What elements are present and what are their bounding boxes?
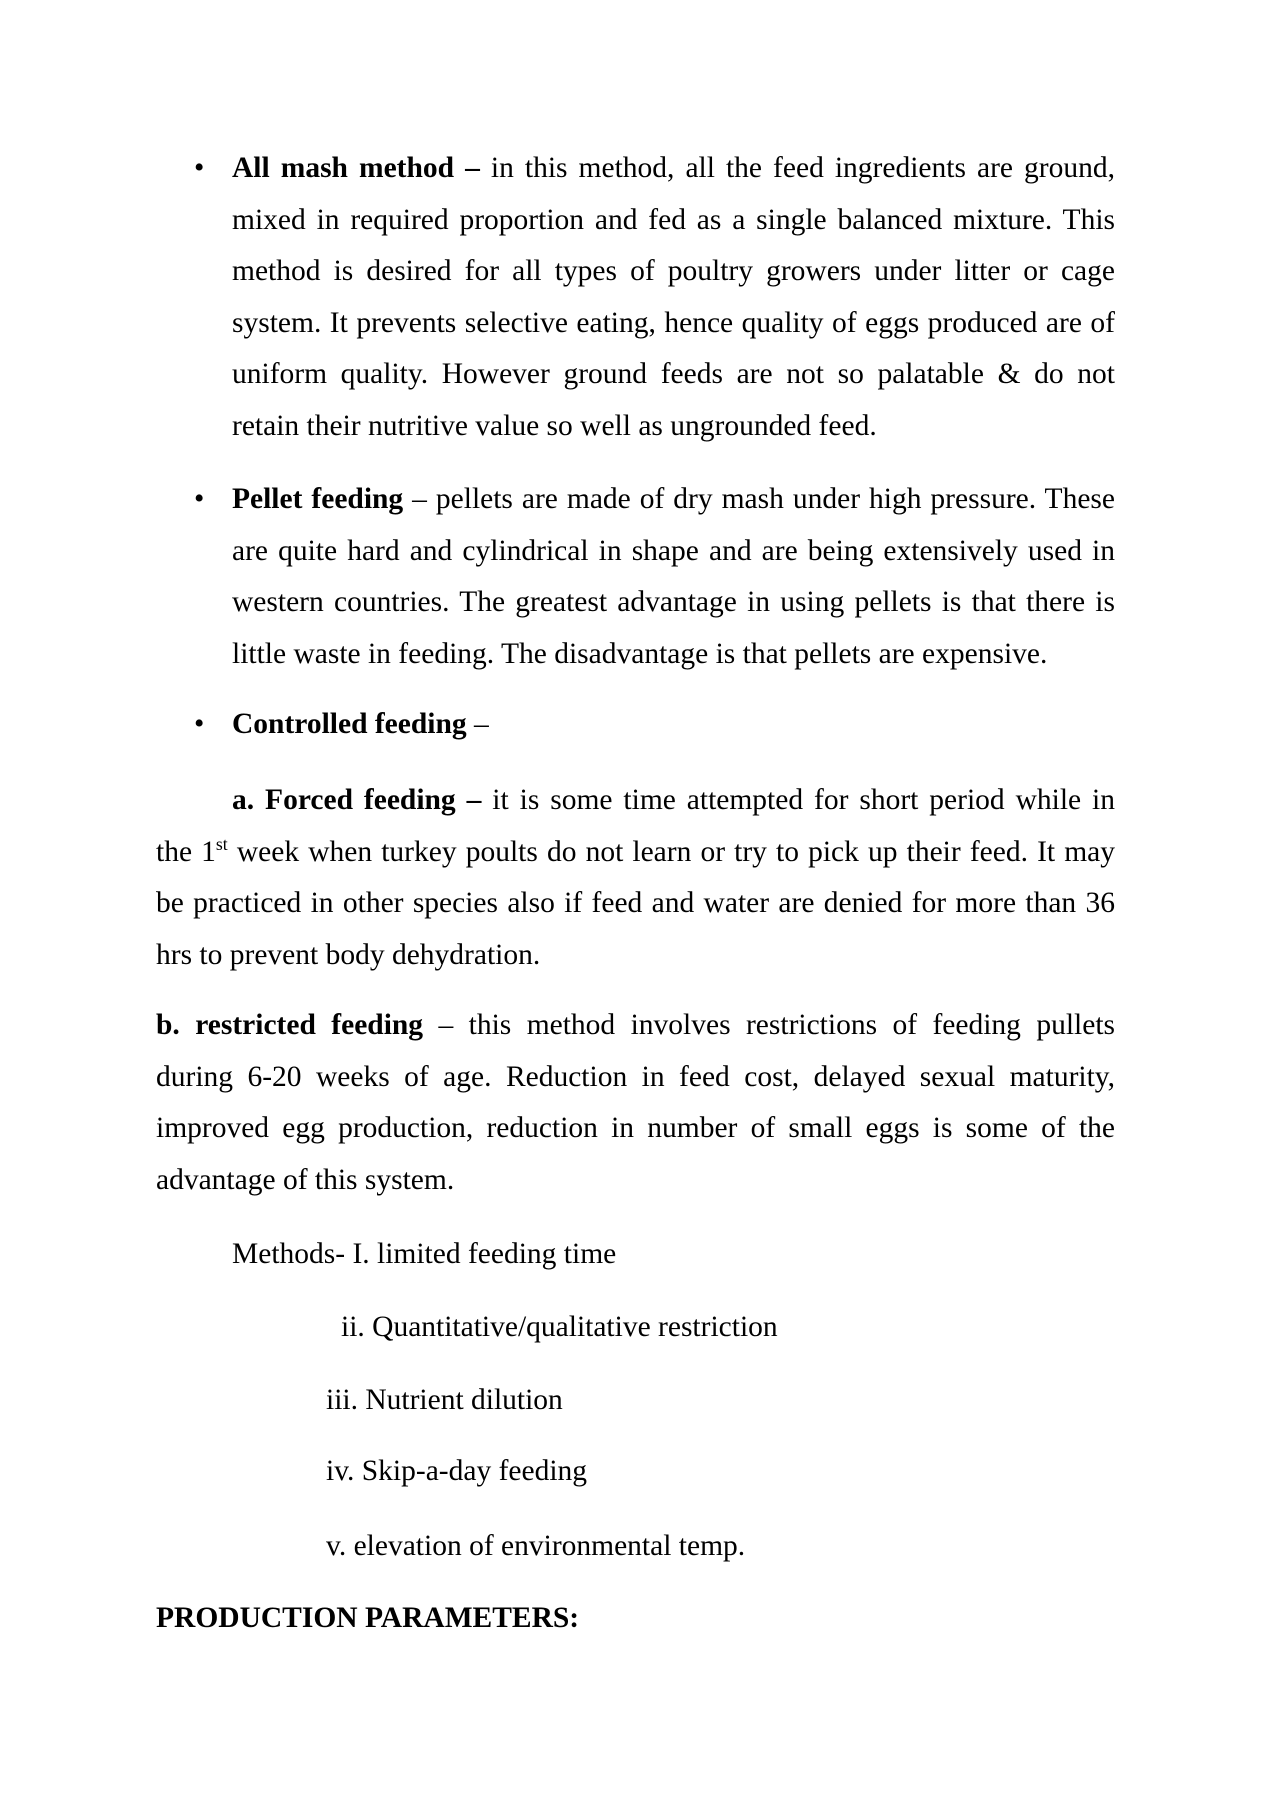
- method-item: v. elevation of environmental temp.: [326, 1530, 746, 1562]
- method-item: I. limited feeding time: [352, 1238, 617, 1270]
- term-restricted-feeding: b. restricted feeding: [156, 1009, 424, 1041]
- paragraph-restricted-feeding: [156, 1000, 1115, 1206]
- text-line: method is desired for all types of poultry growers under litter or cage: [232, 255, 1115, 288]
- text-segment: it is some time attempted for short period while in: [492, 784, 1115, 816]
- section-heading: [156, 1593, 579, 1645]
- text-line: system. It prevents selective eating, hence quality of eggs produced are of: [232, 306, 1115, 339]
- text-line: hrs to prevent body dehydration.: [156, 938, 541, 971]
- bullet-icon: •: [194, 483, 205, 515]
- text-line: little waste in feeding. The disadvantage is that pellets are expensive.: [232, 637, 1048, 670]
- text-line: uniform quality. However ground feeds are not so palatable & do not: [232, 358, 1115, 391]
- text-line: [156, 827, 1115, 879]
- paragraph-forced-feeding: [156, 775, 1115, 981]
- methods-label: Methods-: [232, 1238, 346, 1270]
- text-segment: –: [474, 708, 489, 740]
- text-line: improved egg production, reduction in number of small eggs is some of the: [156, 1112, 1115, 1145]
- text-segment: the 1: [156, 835, 216, 868]
- term-forced-feeding: a. Forced feeding –: [232, 784, 482, 816]
- bullet-icon: •: [194, 708, 205, 740]
- text-segment: – this method involves restrictions of feeding pullets: [438, 1009, 1115, 1041]
- text-line: [156, 1000, 1115, 1052]
- text-line: [232, 699, 1115, 751]
- term-all-mash-method: All mash method –: [232, 152, 480, 184]
- bullet-item-all-mash-method: [194, 143, 1115, 453]
- method-item: ii. Quantitative/qualitative restriction: [341, 1311, 778, 1343]
- text-line: are quite hard and cylindrical in shape and are being extensively used in: [232, 534, 1115, 567]
- text-segment: in this method, all the feed ingredients are ground,: [490, 152, 1115, 184]
- text-line: be practiced in other species also if feed and water are denied for more than 36: [156, 887, 1115, 920]
- term-pellet-feeding: Pellet feeding: [232, 483, 404, 515]
- text-line: mixed in required proportion and fed as a single balanced mixture. This: [232, 203, 1115, 236]
- text-line: [232, 474, 1115, 526]
- section-heading-text: PRODUCTION PARAMETERS:: [156, 1602, 580, 1634]
- text-segment: – pellets are made of dry mash under high pressure. These: [412, 483, 1115, 515]
- bullet-item-controlled-feeding: [194, 699, 1115, 751]
- bullet-item-pellet-feeding: [194, 474, 1115, 680]
- text-line: during 6-20 weeks of age. Reduction in feed cost, delayed sexual maturity,: [156, 1060, 1115, 1093]
- method-item: iii. Nutrient dilution: [326, 1384, 563, 1416]
- text-line: [232, 143, 1115, 195]
- text-line: advantage of this system.: [156, 1163, 455, 1196]
- text-segment: week when turkey poults do not learn or try to pick up their feed. It may: [236, 835, 1115, 868]
- methods-list-first-item: [232, 1229, 616, 1281]
- term-controlled-feeding: Controlled feeding: [232, 708, 467, 740]
- text-line: retain their nutritive value so well as ungrounded feed.: [232, 409, 877, 442]
- ordinal-superscript: st: [215, 833, 228, 854]
- text-line: [232, 775, 1115, 827]
- method-item: iv. Skip-a-day feeding: [326, 1455, 588, 1487]
- text-line: western countries. The greatest advantage in using pellets is that there is: [232, 586, 1115, 619]
- bullet-icon: •: [194, 152, 205, 184]
